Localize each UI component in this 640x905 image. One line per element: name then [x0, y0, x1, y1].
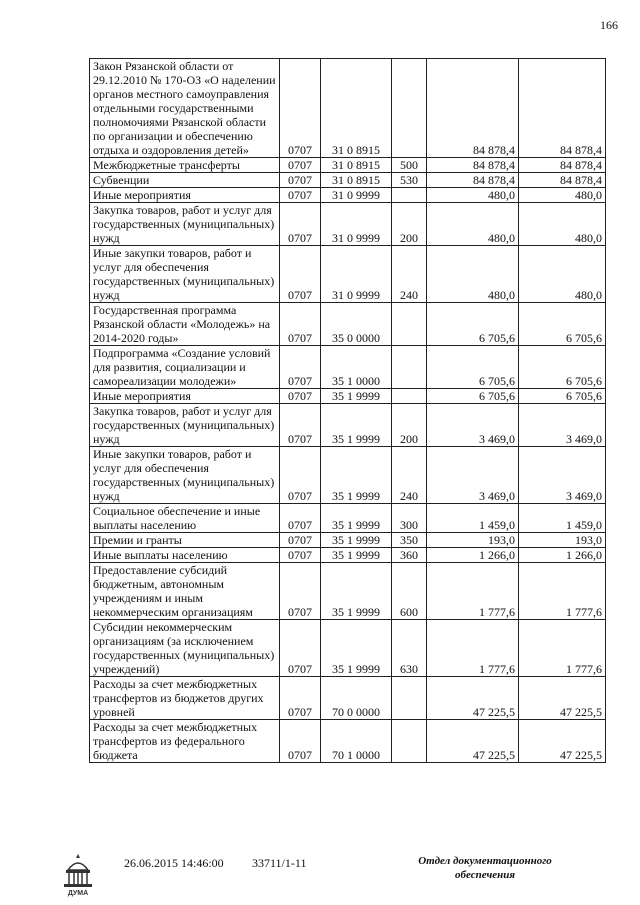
- cell-amount-2: 84 878,4: [519, 173, 606, 188]
- cell-section: 0707: [280, 188, 321, 203]
- cell-amount-2: 1 777,6: [519, 563, 606, 620]
- cell-target-article: 31 0 8915: [321, 158, 392, 173]
- table-row: [90, 720, 606, 763]
- cell-section: 0707: [280, 548, 321, 563]
- cell-section: 0707: [280, 404, 321, 447]
- table-row: [90, 59, 606, 158]
- cell-target-article: 35 1 9999: [321, 404, 392, 447]
- cell-amount-2: 6 705,6: [519, 303, 606, 346]
- cell-amount-2: 480,0: [519, 188, 606, 203]
- cell-amount-1: 1 266,0: [427, 548, 519, 563]
- table-row: [90, 563, 606, 620]
- table-row: [90, 389, 606, 404]
- table-row: [90, 203, 606, 246]
- cell-section: 0707: [280, 720, 321, 763]
- cell-amount-2: 47 225,5: [519, 677, 606, 720]
- cell-section: 0707: [280, 504, 321, 533]
- cell-expense-type: 200: [392, 404, 427, 447]
- cell-amount-1: 84 878,4: [427, 173, 519, 188]
- cell-amount-1: 1 777,6: [427, 620, 519, 677]
- cell-target-article: 70 1 0000: [321, 720, 392, 763]
- table-row: [90, 447, 606, 504]
- table-row: [90, 548, 606, 563]
- cell-name: Субвенции: [90, 173, 280, 188]
- table-row: [90, 504, 606, 533]
- table-row: [90, 677, 606, 720]
- cell-name: Иные мероприятия: [90, 389, 280, 404]
- cell-amount-1: 480,0: [427, 246, 519, 303]
- cell-target-article: 35 1 9999: [321, 504, 392, 533]
- cell-target-article: 31 0 8915: [321, 59, 392, 158]
- cell-name: Подпрограмма «Создание условий для развития, социализации и самореализации молодежи»: [90, 346, 280, 389]
- cell-expense-type: 300: [392, 504, 427, 533]
- cell-name: Субсидии некоммерческим организациям (за исключением государственных (муниципальных) учреждений): [90, 620, 280, 677]
- footer-datetime: 26.06.2015 14:46:00: [124, 856, 224, 870]
- table-row: [90, 620, 606, 677]
- cell-target-article: 31 0 9999: [321, 246, 392, 303]
- cell-target-article: 35 1 9999: [321, 533, 392, 548]
- cell-amount-2: 6 705,6: [519, 389, 606, 404]
- cell-amount-1: 6 705,6: [427, 346, 519, 389]
- cell-name: Закон Рязанской области от 29.12.2010 № 170-ОЗ «О наделении органов местного самоуправления отдельными государственными полномочиями Рязанской области по организации и обеспечению отдыха и оздоровления детей»: [90, 59, 280, 158]
- cell-amount-1: 3 469,0: [427, 447, 519, 504]
- cell-name: Иные закупки товаров, работ и услуг для обеспечения государственных (муниципальных) нужд: [90, 246, 280, 303]
- cell-expense-type: 240: [392, 246, 427, 303]
- budget-table-body: [90, 59, 606, 763]
- cell-target-article: 70 0 0000: [321, 677, 392, 720]
- cell-amount-1: 193,0: [427, 533, 519, 548]
- cell-expense-type: 200: [392, 203, 427, 246]
- cell-section: 0707: [280, 389, 321, 404]
- cell-expense-type: [392, 59, 427, 158]
- footer-doc-number: 33711/1-11: [252, 856, 307, 870]
- cell-target-article: 31 0 9999: [321, 203, 392, 246]
- cell-amount-1: 1 777,6: [427, 563, 519, 620]
- cell-section: 0707: [280, 59, 321, 158]
- table-row: [90, 246, 606, 303]
- cell-name: Государственная программа Рязанской области «Молодежь» на 2014-2020 годы»: [90, 303, 280, 346]
- cell-name: Закупка товаров, работ и услуг для государственных (муниципальных) нужд: [90, 404, 280, 447]
- cell-expense-type: [392, 303, 427, 346]
- cell-amount-1: 480,0: [427, 188, 519, 203]
- cell-target-article: 35 1 9999: [321, 620, 392, 677]
- cell-amount-2: 1 777,6: [519, 620, 606, 677]
- cell-amount-1: 84 878,4: [427, 158, 519, 173]
- cell-section: 0707: [280, 677, 321, 720]
- cell-amount-1: 47 225,5: [427, 720, 519, 763]
- cell-expense-type: [392, 188, 427, 203]
- cell-target-article: 31 0 9999: [321, 188, 392, 203]
- cell-amount-2: 3 469,0: [519, 404, 606, 447]
- table-row: [90, 303, 606, 346]
- cell-section: 0707: [280, 346, 321, 389]
- cell-section: 0707: [280, 203, 321, 246]
- page-number: 166: [600, 18, 618, 32]
- cell-name: Иные закупки товаров, работ и услуг для обеспечения государственных (муниципальных) нужд: [90, 447, 280, 504]
- cell-expense-type: 630: [392, 620, 427, 677]
- table-row: [90, 173, 606, 188]
- cell-amount-1: 84 878,4: [427, 59, 519, 158]
- cell-amount-2: 84 878,4: [519, 158, 606, 173]
- budget-table: [89, 58, 606, 763]
- cell-amount-2: 1 266,0: [519, 548, 606, 563]
- cell-target-article: 35 1 9999: [321, 548, 392, 563]
- cell-expense-type: [392, 389, 427, 404]
- department-stamp: [410, 854, 560, 882]
- cell-amount-2: 84 878,4: [519, 59, 606, 158]
- cell-expense-type: 600: [392, 563, 427, 620]
- cell-section: 0707: [280, 246, 321, 303]
- stamp-line-1: Отдел документационного: [418, 855, 552, 867]
- cell-name: Предоставление субсидий бюджетным, автономным учреждениям и иным некоммерческим организациям: [90, 563, 280, 620]
- cell-expense-type: [392, 346, 427, 389]
- cell-amount-1: 6 705,6: [427, 389, 519, 404]
- cell-amount-1: 3 469,0: [427, 404, 519, 447]
- cell-section: 0707: [280, 158, 321, 173]
- cell-amount-2: 480,0: [519, 246, 606, 303]
- table-row: [90, 188, 606, 203]
- cell-expense-type: [392, 720, 427, 763]
- cell-expense-type: [392, 677, 427, 720]
- duma-logo-icon: [58, 852, 98, 898]
- cell-name: Иные выплаты населению: [90, 548, 280, 563]
- cell-target-article: 35 1 9999: [321, 563, 392, 620]
- cell-expense-type: 360: [392, 548, 427, 563]
- cell-amount-2: 1 459,0: [519, 504, 606, 533]
- cell-amount-2: 480,0: [519, 203, 606, 246]
- cell-amount-1: 47 225,5: [427, 677, 519, 720]
- cell-name: Расходы за счет межбюджетных трансфертов из федерального бюджета: [90, 720, 280, 763]
- cell-amount-2: 193,0: [519, 533, 606, 548]
- stamp-line-2: обеспечения: [454, 869, 515, 881]
- cell-name: Закупка товаров, работ и услуг для государственных (муниципальных) нужд: [90, 203, 280, 246]
- cell-section: 0707: [280, 563, 321, 620]
- cell-expense-type: 350: [392, 533, 427, 548]
- logo-text: ДУМА: [67, 890, 89, 897]
- cell-section: 0707: [280, 303, 321, 346]
- cell-name: Межбюджетные трансферты: [90, 158, 280, 173]
- cell-target-article: 35 1 9999: [321, 389, 392, 404]
- cell-target-article: 31 0 8915: [321, 173, 392, 188]
- cell-target-article: 35 1 0000: [321, 346, 392, 389]
- cell-amount-1: 480,0: [427, 203, 519, 246]
- table-row: [90, 346, 606, 389]
- cell-name: Премии и гранты: [90, 533, 280, 548]
- cell-amount-2: 3 469,0: [519, 447, 606, 504]
- table-row: [90, 533, 606, 548]
- cell-section: 0707: [280, 533, 321, 548]
- cell-section: 0707: [280, 173, 321, 188]
- cell-expense-type: 530: [392, 173, 427, 188]
- cell-section: 0707: [280, 620, 321, 677]
- cell-name: Расходы за счет межбюджетных трансфертов из бюджетов других уровней: [90, 677, 280, 720]
- cell-name: Иные мероприятия: [90, 188, 280, 203]
- cell-name: Социальное обеспечение и иные выплаты населению: [90, 504, 280, 533]
- table-row: [90, 158, 606, 173]
- cell-target-article: 35 0 0000: [321, 303, 392, 346]
- cell-expense-type: 500: [392, 158, 427, 173]
- cell-amount-2: 6 705,6: [519, 346, 606, 389]
- table-row: [90, 404, 606, 447]
- footer: [0, 852, 640, 902]
- cell-amount-1: 6 705,6: [427, 303, 519, 346]
- cell-amount-1: 1 459,0: [427, 504, 519, 533]
- cell-expense-type: 240: [392, 447, 427, 504]
- cell-target-article: 35 1 9999: [321, 447, 392, 504]
- cell-amount-2: 47 225,5: [519, 720, 606, 763]
- cell-section: 0707: [280, 447, 321, 504]
